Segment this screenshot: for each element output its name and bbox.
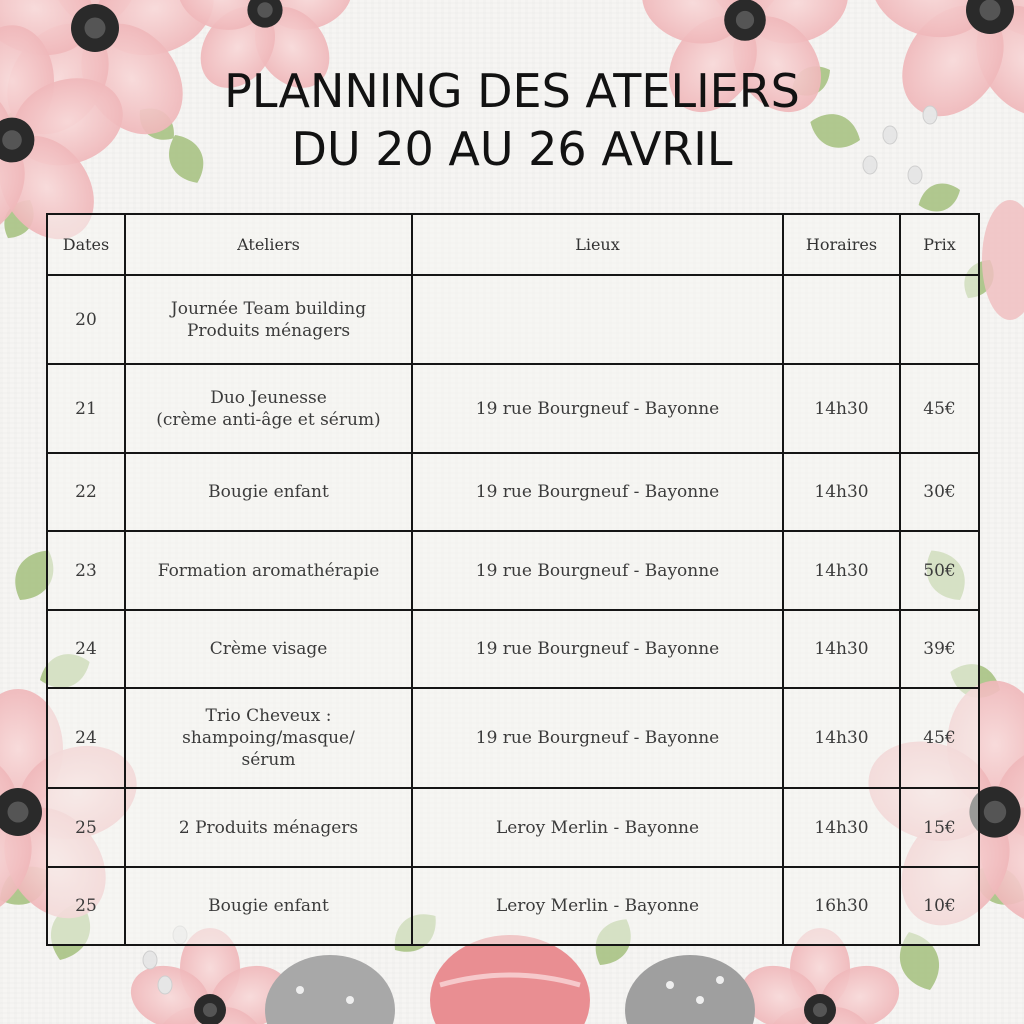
cell-date: 25 — [47, 788, 125, 867]
cell-date: 23 — [47, 531, 125, 610]
atelier-line: Trio Cheveux : — [205, 706, 332, 726]
atelier-line: Duo Jeunesse — [210, 387, 327, 408]
cell-date: 25 — [47, 867, 125, 945]
cell-prix: 45€ — [900, 688, 979, 788]
page-title — [0, 62, 1024, 178]
cell-prix — [900, 275, 979, 364]
atelier-line: Crème visage — [209, 639, 328, 659]
table-row — [47, 453, 979, 531]
cell-horaire — [783, 275, 900, 364]
cell-atelier — [125, 610, 412, 688]
table-row — [47, 610, 979, 688]
table-row — [47, 531, 979, 610]
atelier-line: Bougie enfant — [208, 482, 329, 502]
workshop-schedule-table — [46, 213, 980, 946]
cell-horaire: 16h30 — [783, 867, 900, 945]
cell-date: 20 — [47, 275, 125, 364]
cell-horaire: 14h30 — [783, 610, 900, 688]
cell-prix: 10€ — [900, 867, 979, 945]
table-header-row — [47, 214, 979, 275]
header-lieux: Lieux — [412, 214, 783, 275]
atelier-line: Bougie enfant — [208, 896, 329, 916]
atelier-line: 2 Produits ménagers — [178, 817, 359, 838]
cell-lieu: 19 rue Bourgneuf - Bayonne — [412, 610, 783, 688]
atelier-line: sérum — [241, 750, 296, 770]
table-row — [47, 788, 979, 867]
cell-atelier — [125, 531, 412, 610]
cell-horaire: 14h30 — [783, 788, 900, 867]
cell-atelier — [125, 688, 412, 788]
cell-atelier — [125, 788, 412, 867]
table-row — [47, 364, 979, 453]
cell-date: 21 — [47, 364, 125, 453]
cell-date: 24 — [47, 610, 125, 688]
atelier-line: Produits ménagers — [186, 320, 351, 341]
cell-horaire: 14h30 — [783, 531, 900, 610]
cell-prix: 50€ — [900, 531, 979, 610]
cell-lieu: 19 rue Bourgneuf - Bayonne — [412, 364, 783, 453]
cell-date: 22 — [47, 453, 125, 531]
cell-atelier — [125, 364, 412, 453]
cell-atelier — [125, 453, 412, 531]
cell-prix: 15€ — [900, 788, 979, 867]
cell-lieu: 19 rue Bourgneuf - Bayonne — [412, 453, 783, 531]
cell-prix: 30€ — [900, 453, 979, 531]
title-line-2: DU 20 AU 26 AVRIL — [291, 122, 733, 176]
header-dates: Dates — [47, 214, 125, 275]
cell-lieu: 19 rue Bourgneuf - Bayonne — [412, 531, 783, 610]
table-row — [47, 688, 979, 788]
cell-lieu: 19 rue Bourgneuf - Bayonne — [412, 688, 783, 788]
cell-date: 24 — [47, 688, 125, 788]
atelier-line: Formation aromathérapie — [157, 560, 380, 581]
atelier-line: shampoing/masque/ — [182, 728, 355, 748]
cell-horaire: 14h30 — [783, 364, 900, 453]
table-row — [47, 867, 979, 945]
cell-atelier — [125, 867, 412, 945]
title-line-1: PLANNING DES ATELIERS — [224, 64, 800, 118]
cell-lieu — [412, 275, 783, 364]
cell-prix: 45€ — [900, 364, 979, 453]
cell-lieu: Leroy Merlin - Bayonne — [412, 788, 783, 867]
header-horaires: Horaires — [783, 214, 900, 275]
cell-lieu: Leroy Merlin - Bayonne — [412, 867, 783, 945]
atelier-line: (crème anti-âge et sérum) — [156, 409, 381, 430]
table-row — [47, 275, 979, 364]
header-ateliers: Ateliers — [125, 214, 412, 275]
cell-prix: 39€ — [900, 610, 979, 688]
cell-horaire: 14h30 — [783, 688, 900, 788]
cell-horaire: 14h30 — [783, 453, 900, 531]
cell-atelier — [125, 275, 412, 364]
header-prix: Prix — [900, 214, 979, 275]
atelier-line: Journée Team building — [170, 298, 367, 319]
